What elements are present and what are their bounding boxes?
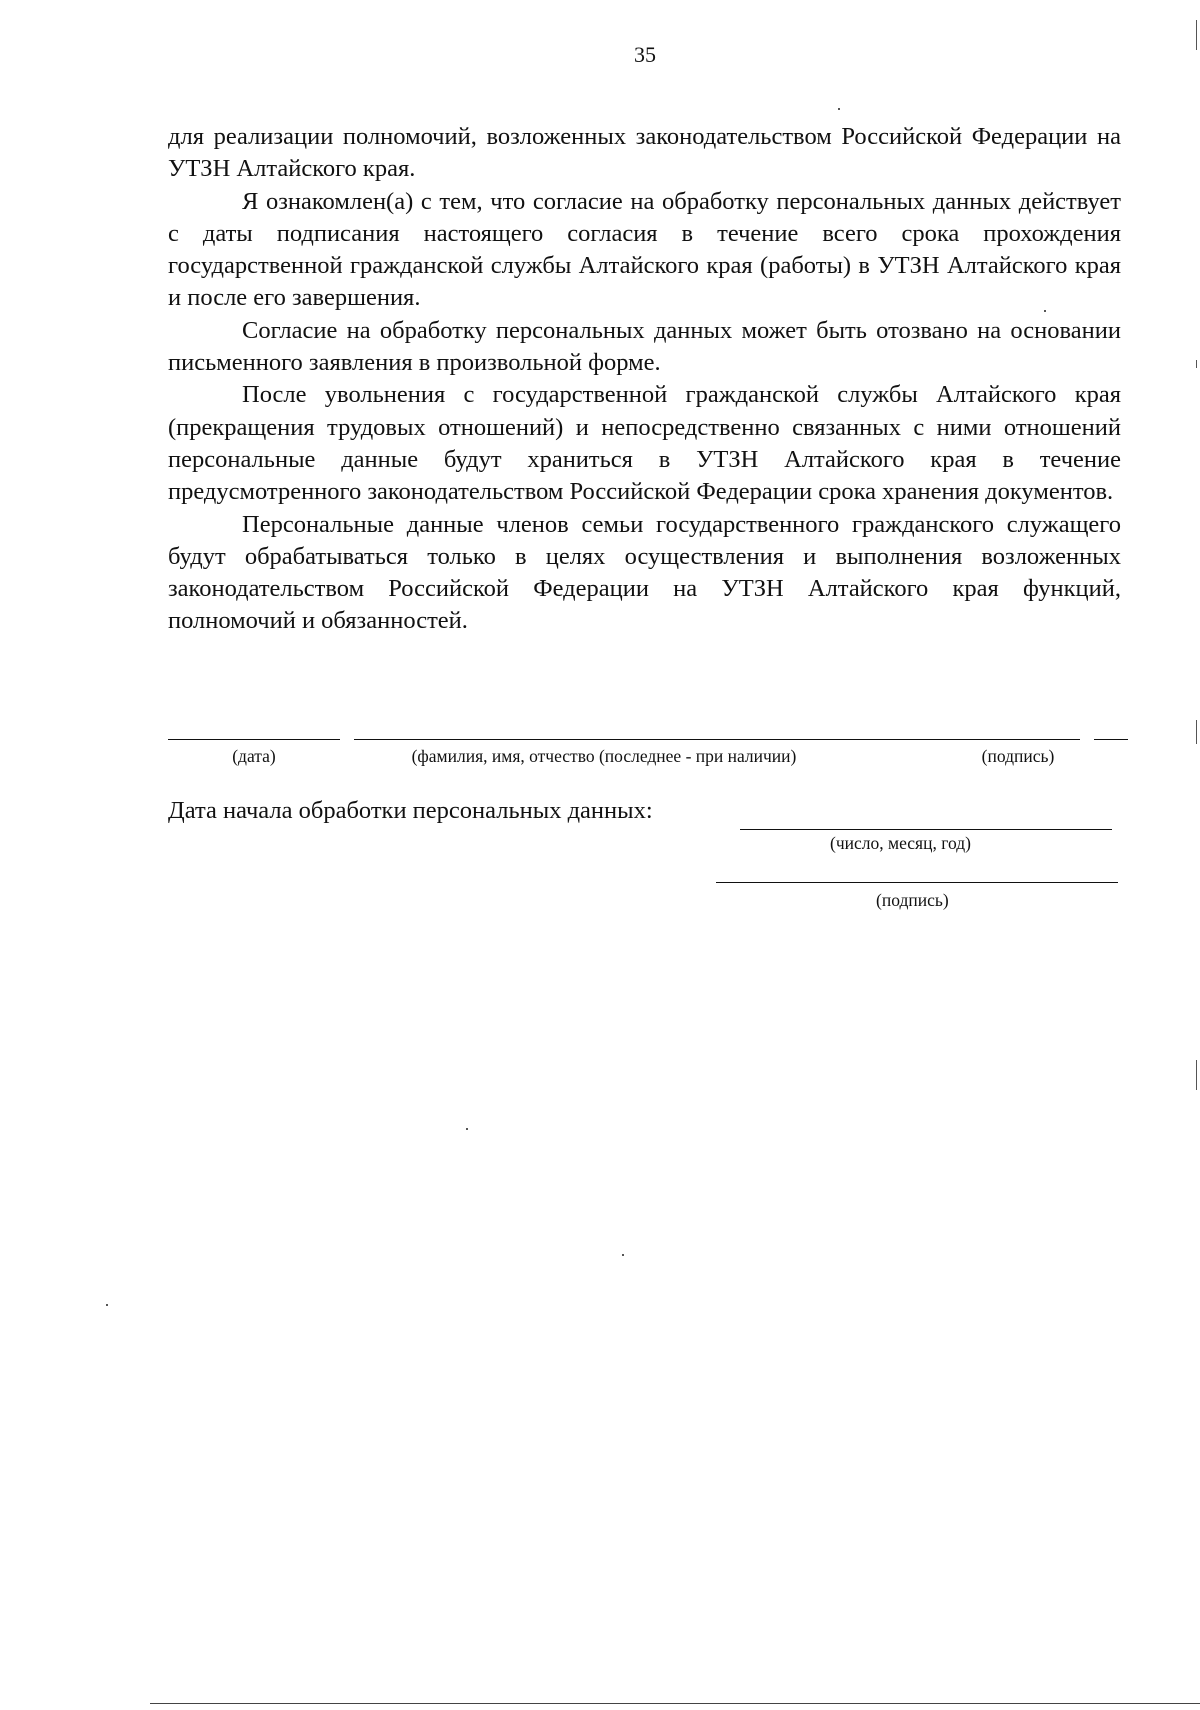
signature-caption: (подпись) bbox=[981, 746, 1055, 766]
scan-speck bbox=[1044, 310, 1046, 312]
processing-start-label: Дата начала обработки персональных данных: bbox=[168, 797, 653, 824]
paragraph-consent-validity: Я ознакомлен(а) с тем, что согласие на обработку персональных данных действует с даты подписания настоящего согласия в течение всего срока прохождения государственной гражданской службы Алтайского края (работы) в УТЗН Алтайского края и после его завершения. bbox=[168, 187, 1121, 312]
scan-speck bbox=[466, 1128, 468, 1130]
scan-edge-mark bbox=[1196, 1060, 1197, 1090]
paragraph-consent-withdrawal: Согласие на обработку персональных данных может быть отозвано на основании письменного заявления в произвольной форме. bbox=[168, 316, 1121, 377]
scan-speck bbox=[838, 108, 840, 110]
scan-edge-line bbox=[150, 1703, 1200, 1704]
scan-edge-mark bbox=[1196, 720, 1197, 744]
full-name-fill-line[interactable] bbox=[354, 739, 1080, 740]
page-number: 35 bbox=[634, 42, 656, 67]
paragraph-data-retention: После увольнения с государственной гражданской службы Алтайского края (прекращения трудовых отношений) и непосредственно связанных с ними отношений персональные данные будут храниться в УТЗН Алтайского края в течение предусмотренного законодательством Российской Федерации срока хранения документов. bbox=[168, 381, 1121, 506]
processing-start-date-line[interactable] bbox=[740, 829, 1112, 830]
processing-start-date-caption: (число, месяц, год) bbox=[830, 833, 971, 853]
scan-edge-mark bbox=[1196, 20, 1197, 50]
scan-speck bbox=[622, 1254, 624, 1256]
scan-edge-mark bbox=[1196, 360, 1197, 368]
signature-fill-line[interactable] bbox=[1094, 739, 1128, 740]
document-body bbox=[168, 121, 1121, 638]
paragraph-continuation: для реализации полномочий, возложенных законодательством Российской Федерации на УТЗН Алтайского края. bbox=[168, 123, 1121, 183]
scan-speck bbox=[106, 1304, 108, 1306]
full-name-caption: (фамилия, имя, отчество (последнее - при наличии) bbox=[411, 746, 797, 766]
date-caption: (дата) bbox=[232, 746, 276, 766]
signature-block bbox=[168, 712, 1128, 772]
date-fill-line[interactable] bbox=[168, 739, 340, 740]
processing-start-signature-caption: (подпись) bbox=[876, 890, 949, 910]
paragraph-family-data: Персональные данные членов семьи государственного гражданского служащего будут обрабатываться только в целях осуществления и выполнения возложенных законодательством Российской Федерации на УТЗН Алтайского края функций, полномочий и обязанностей. bbox=[168, 510, 1121, 635]
processing-start-signature-line[interactable] bbox=[716, 882, 1118, 883]
